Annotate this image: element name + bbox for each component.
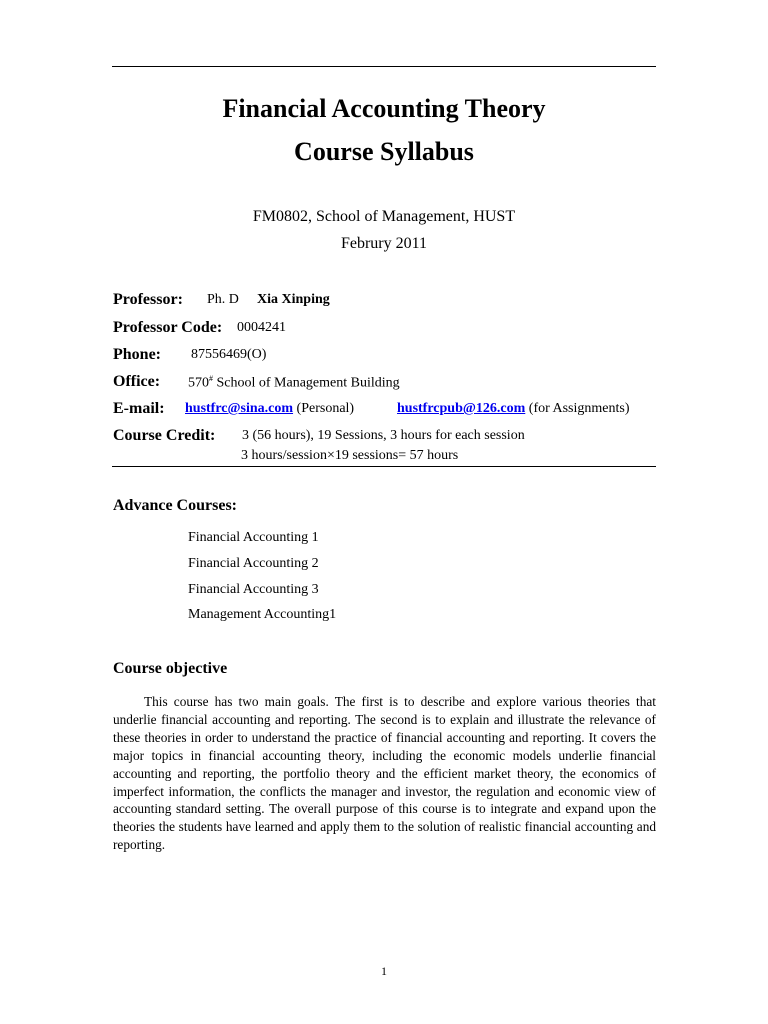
phone-label: Phone: (113, 346, 161, 363)
email-personal (185, 401, 354, 417)
list-item: Management Accounting1 (188, 607, 337, 622)
personal-email-link[interactable]: hustfrc@sina.com (185, 401, 294, 416)
date-line: Februry 2011 (340, 235, 428, 252)
phone-row (113, 346, 267, 364)
top-rule (112, 66, 656, 67)
professor-row (113, 291, 330, 309)
info-bottom-rule (112, 466, 656, 467)
professor-code-value: 0004241 (237, 320, 286, 335)
office-row (113, 373, 400, 391)
professor-name: Xia Xinping (257, 292, 330, 307)
course-credit-label: Course Credit: (113, 427, 216, 444)
assignment-email-link[interactable]: hustfrcpub@126.com (397, 401, 526, 416)
course-objective-paragraph: This course has two main goals. The first is to describe and explore various theories that underlie financial accounting and reporting. The second is to explain and illustrate the relevance of these theories in order to understand the practice of financial accounting and reporting. It covers the major topics in financial accounting theory, including the economic models underlie financial accounting and reporting, the portfolio theory and the efficient market theory, the economics of imperfect information, the conflicts the manager and investor, the regulation and economic view of accounting standard setting. The overall purpose of this course is to integrate and expand upon the theories the students have learned and apply them to the solution of realistic financial accounting and reporting. (113, 694, 656, 853)
assignment-email-note: (for Assignments) (528, 401, 630, 416)
email-label: E-mail: (113, 400, 165, 417)
professor-degree: Ph. D (207, 292, 239, 307)
course-objective-heading: Course objective (113, 660, 228, 677)
list-item: Financial Accounting 3 (188, 582, 319, 597)
page-number: 1 (381, 964, 387, 978)
phone-value: 87556469(O) (191, 347, 267, 362)
email-row (113, 400, 630, 418)
course-credit-line1: 3 (56 hours), 19 Sessions, 3 hours for each session (242, 428, 525, 443)
list-item: Financial Accounting 1 (188, 530, 319, 545)
office-number-superscript: # (209, 374, 213, 383)
professor-code-label: Professor Code: (113, 319, 223, 336)
office-label: Office: (113, 373, 161, 390)
office-number: 570 (188, 375, 209, 391)
personal-email-note: (Personal) (296, 401, 355, 416)
page-subtitle: Course Syllabus (294, 137, 474, 166)
professor-code-row (113, 319, 286, 337)
email-assignments (397, 401, 630, 417)
professor-label: Professor: (113, 291, 183, 308)
office-building: School of Management Building (216, 375, 400, 391)
list-item: Financial Accounting 2 (188, 556, 319, 571)
course-code-line: FM0802, School of Management, HUST (252, 208, 516, 225)
advance-courses-heading: Advance Courses: (113, 497, 237, 514)
course-credit-line2: 3 hours/session×19 sessions= 57 hours (241, 448, 459, 463)
office-value (188, 374, 400, 392)
course-credit-row (113, 427, 525, 445)
page-title: Financial Accounting Theory (222, 94, 546, 123)
